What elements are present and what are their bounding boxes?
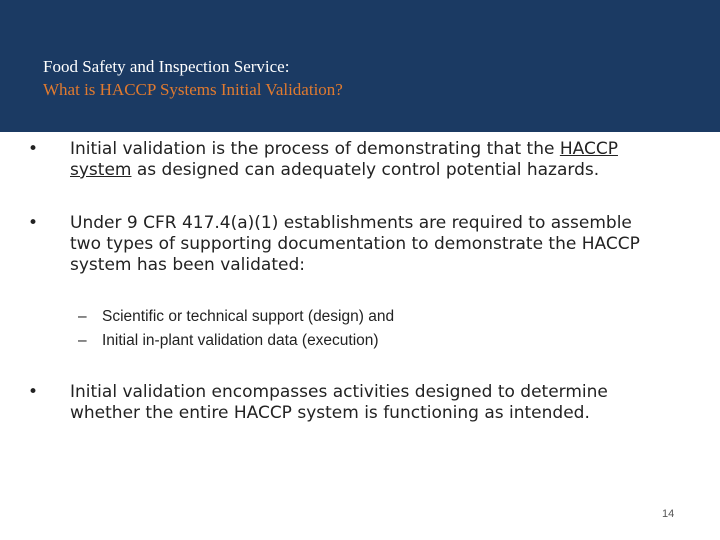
bullet-marker: • [28, 139, 39, 159]
sub-bullet-text: Scientific or technical support (design) and [102, 308, 395, 325]
bullet-line [70, 139, 700, 160]
underlined-term: HACCP [559, 139, 618, 159]
bullet-text-segment: Initial validation is the process of demonstrating that the [70, 139, 560, 159]
bullet-marker: • [28, 213, 39, 233]
slide-title-agency: Food Safety and Inspection Service: [43, 57, 290, 76]
bullet-line: two types of supporting documentation to demonstrate the HACCP [70, 234, 640, 254]
bullet-line [70, 160, 700, 181]
bullet-line: system has been validated: [70, 255, 305, 275]
sub-bullet-marker: – [78, 308, 87, 325]
bullet-line: Under 9 CFR 417.4(a)(1) establishments are required to assemble [70, 213, 632, 233]
underlined-term: system [70, 160, 132, 180]
bullet-line: Initial validation encompasses activities designed to determine [70, 382, 608, 402]
bullet-text-segment: as designed can adequately control potential hazards. [131, 160, 600, 180]
bullet-text [70, 139, 700, 181]
bullet-text [70, 213, 700, 276]
sub-bullet-text: Initial in-plant validation data (execution) [102, 332, 379, 349]
sub-bullet-marker: – [78, 332, 87, 349]
bullet-line: whether the entire HACCP system is functioning as intended. [70, 403, 590, 423]
bullet-text [70, 382, 700, 424]
slide-title-topic: What is HACCP Systems Initial Validation? [43, 80, 343, 99]
slide-header [0, 0, 720, 132]
bullet-marker: • [28, 382, 39, 402]
page-number: 14 [662, 508, 675, 520]
